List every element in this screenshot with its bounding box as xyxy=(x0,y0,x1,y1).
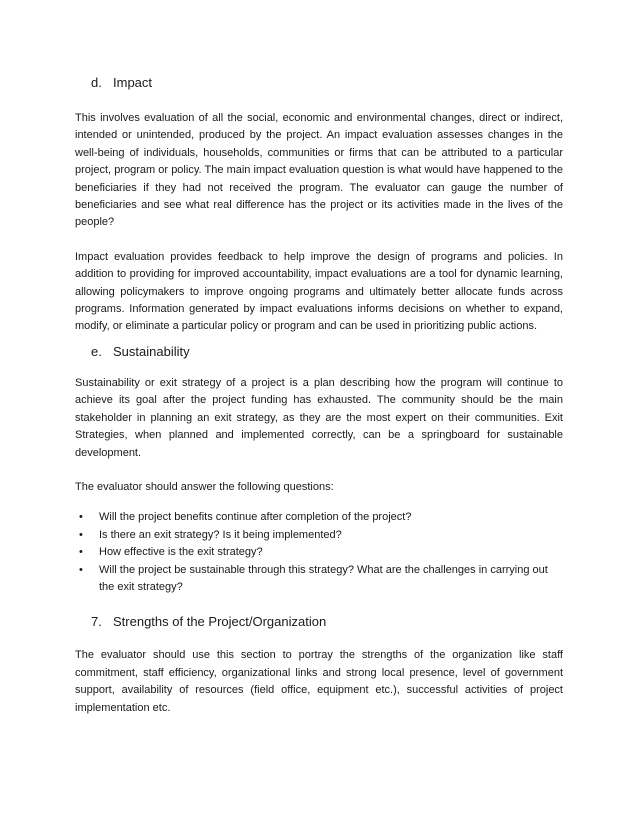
paragraph: Impact evaluation provides feedback to help improve the design of programs and policies. In addition to providing for improved accountability, impact evaluations are a tool for dynamic learning, allowing policymakers to improve ongoing programs and ultimately better allocate funds across programs. Information generated by impact evaluations informs decisions on whether to expand, modify, or eliminate a particular policy or program and can be used in prioritizing public actions. xyxy=(75,250,563,333)
bullet-icon: • xyxy=(79,528,83,541)
section-number: 7. xyxy=(91,614,102,630)
list-item-text: Will the project benefits continue after completion of the project? xyxy=(99,511,412,524)
paragraph: This involves evaluation of all the social, economic and environmental changes, direct or indirect, intended or unintended, produced by the project. An impact evaluation assesses changes in the well-being of individuals, households, communities or firms that can be attributed to a particular project, program or policy. The main impact evaluation question is what would have happened to the beneficiaries if they had not received the program. The evaluator can gauge the number of beneficiaries and see what real difference has the project or its activities made in the lives of the people? xyxy=(75,112,563,229)
list-item xyxy=(75,562,563,597)
list-item xyxy=(75,527,563,544)
list-item-text: Will the project be sustainable through this strategy? What are the challenges in carrying out the exit strategy? xyxy=(99,563,548,593)
section-number: e. xyxy=(91,343,102,359)
section-heading-sustainability xyxy=(75,343,563,361)
bullet-icon: • xyxy=(79,511,83,524)
section-heading-strengths xyxy=(75,613,563,631)
page-content xyxy=(75,74,563,717)
paragraph: The evaluator should answer the following questions: xyxy=(75,480,334,493)
list-item xyxy=(75,544,563,561)
section-title: Strengths of the Project/Organization xyxy=(113,614,327,630)
section-title: Sustainability xyxy=(113,343,190,359)
list-item-text: Is there an exit strategy? Is it being implemented? xyxy=(99,528,342,541)
section-number: d. xyxy=(91,75,102,90)
section-title: Impact xyxy=(113,75,153,90)
list-item-text: How effective is the exit strategy? xyxy=(99,546,263,559)
paragraph: Sustainability or exit strategy of a project is a plan describing how the program will continue to achieve its goal after the project funding has exhausted. The community should be the main stakeholder in planning an exit strategy, as they are the most expert on their communities. Exit Strategies, when planned and implemented correctly, can be a springboard for sustainable development. xyxy=(75,376,563,459)
bullet-icon: • xyxy=(79,563,83,576)
question-list xyxy=(75,509,563,596)
list-item xyxy=(75,509,563,526)
section-heading-impact xyxy=(75,74,563,92)
bullet-icon: • xyxy=(79,546,83,559)
paragraph: The evaluator should use this section to portray the strengths of the organization like staff commitment, staff efficiency, organizational links and strong local presence, level of government support, availability of resources (field office, equipment etc.), successful activities of project implementation etc. xyxy=(75,649,563,714)
